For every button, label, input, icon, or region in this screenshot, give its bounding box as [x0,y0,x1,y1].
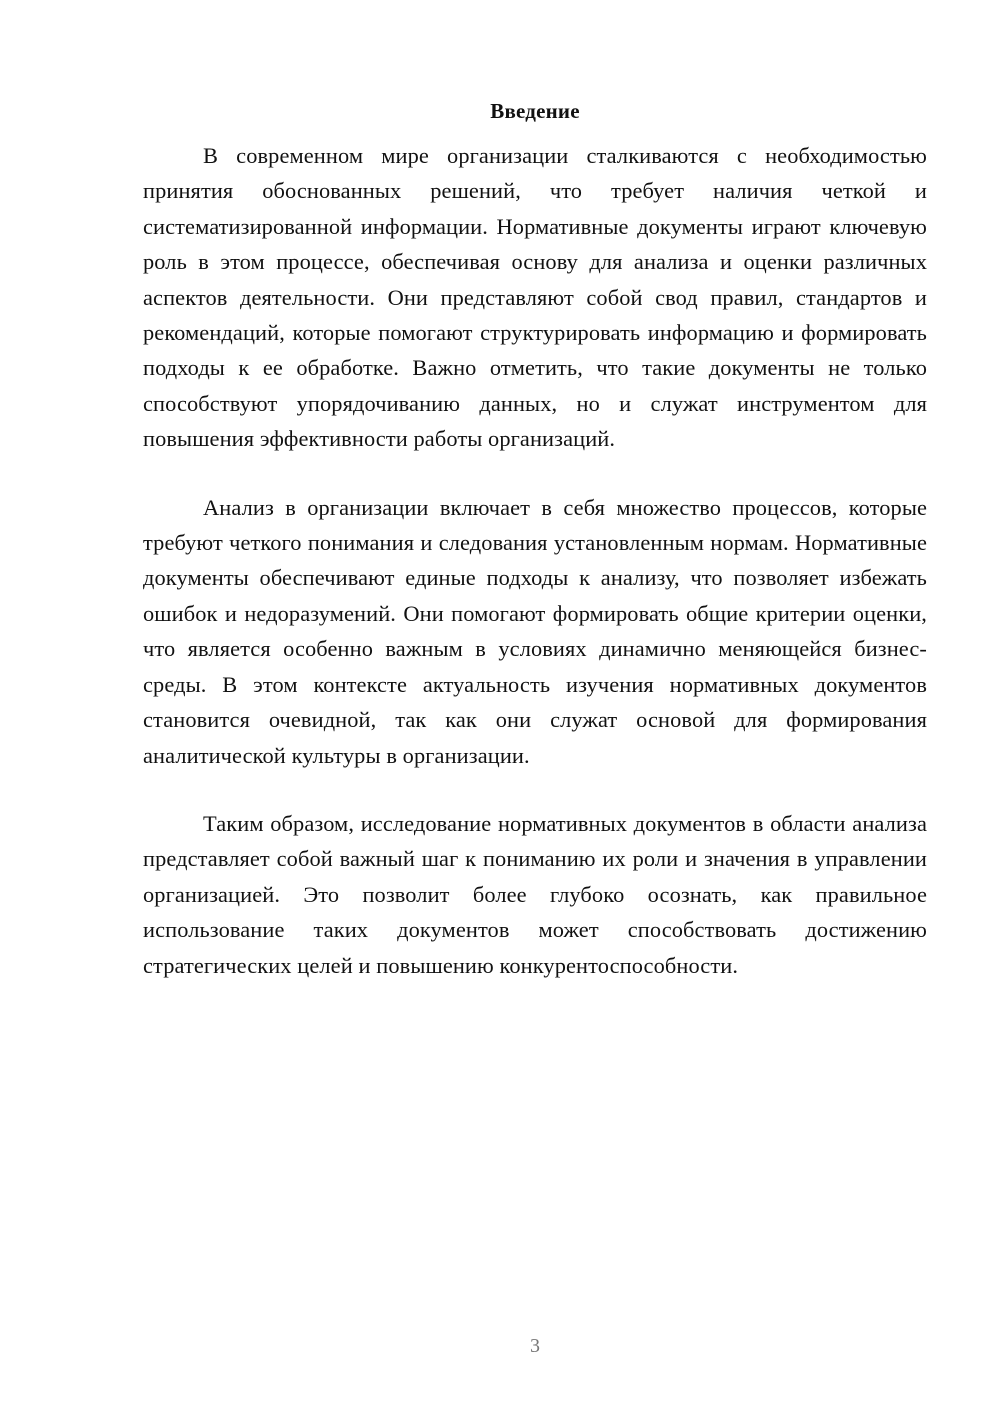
page-number: 3 [530,1335,540,1357]
paragraph-3: Таким образом, исследование нормативных документов в области анализа представляет собой важный шаг к пониманию их роли и значения в управлении организацией. Это позволит более глубоко осознать, как правильное использование таких документов может способствовать достижению стратегических целей и повышению конкурентоспособности. [143,810,927,978]
paragraph-1: В современном мире организации сталкиваются с необходимостью принятия обоснованных решений, что требует наличия четкой и систематизированной информации. Нормативные документы играют ключевую роль в этом процессе, обеспечивая основу для анализа и оценки различных аспектов деятельности. Они представляют собой свод правил, стандартов и рекомендаций, которые помогают структурировать информацию и формировать подходы к ее обработке. Важно отметить, что такие документы не только способствуют упорядочиванию данных, но и служат инструментом для повышения эффективности работы организаций. [143,143,927,452]
page-content [143,96,927,1016]
section-title: Введение [490,99,580,123]
paragraph-2: Анализ в организации включает в себя множество процессов, которые требуют четкого понимания и следования установленным нормам. Нормативные документы обеспечивают единые подходы к анализу, что позволяет избежать ошибок и недоразумений. Они помогают формировать общие критерии оценки, что является особенно важным в условиях динамично меняющейся бизнес-среды. В этом контексте актуальность изучения нормативных документов становится очевидной, так как они служат основой для формирования аналитической культуры в организации. [143,494,927,768]
